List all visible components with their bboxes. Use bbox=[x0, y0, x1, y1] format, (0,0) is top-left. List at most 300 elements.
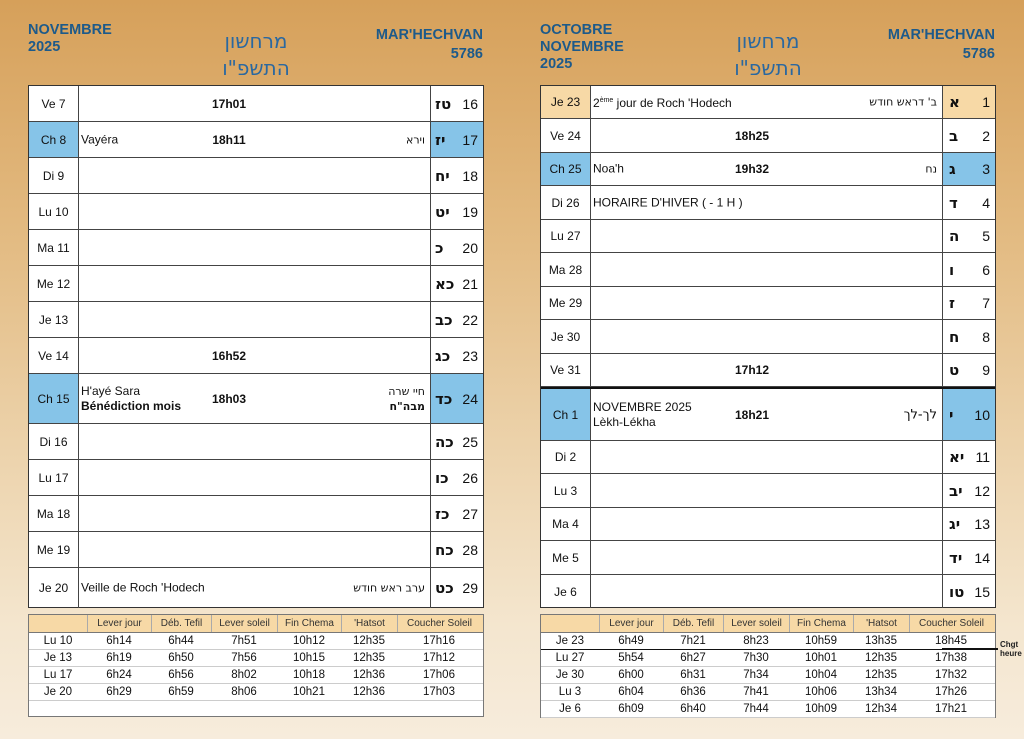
hebrew-note-line-2: מבה"ח bbox=[389, 399, 425, 413]
gregorian-hebrew-day: 12 bbox=[974, 482, 990, 499]
gregorian-hebrew-day: 20 bbox=[462, 239, 478, 256]
date-number-cell bbox=[430, 568, 483, 608]
gregorian-hebrew-day: 4 bbox=[982, 194, 990, 211]
hebrew-date: יג bbox=[949, 515, 961, 533]
zmanim-cell: 7h34 bbox=[743, 669, 769, 681]
day-row bbox=[541, 320, 995, 354]
zmanim-cell: 17h03 bbox=[423, 686, 455, 698]
hebrew-date: טו bbox=[949, 582, 965, 601]
day-row bbox=[29, 460, 483, 496]
gregorian-hebrew-day: 29 bbox=[462, 580, 478, 596]
day-label: Ve 24 bbox=[541, 119, 591, 152]
hebrew-date: א bbox=[949, 93, 960, 111]
event-note-line: NOVEMBRE 2025 bbox=[593, 399, 692, 414]
gregorian-hebrew-day: 23 bbox=[462, 347, 478, 364]
day-row bbox=[541, 119, 995, 153]
candle-time: 18h21 bbox=[734, 407, 770, 422]
day-row bbox=[29, 266, 483, 302]
time-change-line1: Chgt bbox=[1000, 640, 1019, 649]
day-row bbox=[29, 338, 483, 374]
hebrew-note-line-2: לך-לך bbox=[903, 407, 937, 422]
hebrew-year: התשפ"ו bbox=[222, 56, 290, 80]
hebrew-date: כ bbox=[435, 238, 444, 257]
day-label: Ma 4 bbox=[541, 508, 591, 540]
day-label: Ve 14 bbox=[29, 338, 79, 373]
hebrew-date: יח bbox=[435, 166, 450, 185]
day-row bbox=[29, 568, 483, 608]
zmanim-cell: 10h12 bbox=[293, 635, 325, 647]
gregorian-hebrew-day: 27 bbox=[462, 505, 478, 522]
date-number-cell bbox=[942, 508, 995, 540]
hebrew-note bbox=[406, 132, 425, 147]
candle-time: 16h52 bbox=[211, 348, 247, 363]
event-note bbox=[593, 93, 732, 111]
zmanim-row bbox=[541, 667, 995, 684]
zmanim-header-cell: 'Hatsot bbox=[341, 615, 397, 632]
zmanim-header-cell: Lever jour bbox=[599, 615, 663, 632]
event-note-line: HORAIRE D'HIVER ( - 1 H ) bbox=[593, 195, 743, 209]
zmanim-cell: 17h26 bbox=[935, 686, 967, 698]
zmanim-cell: 13h34 bbox=[865, 686, 897, 698]
zmanim-cell: 10h59 bbox=[805, 635, 837, 647]
day-row bbox=[541, 541, 995, 575]
day-row bbox=[29, 86, 483, 122]
zmanim-cell: 6h56 bbox=[168, 669, 194, 681]
gregorian-hebrew-day: 18 bbox=[462, 167, 478, 184]
zmanim-row bbox=[541, 650, 995, 667]
hebrew-date: יא bbox=[949, 448, 965, 466]
zmanim-cell: 7h51 bbox=[231, 635, 257, 647]
zmanim-cell: 7h56 bbox=[231, 652, 257, 664]
zmanim-cell: 6h09 bbox=[618, 703, 644, 715]
hebrew-date: כב bbox=[435, 310, 453, 329]
day-row bbox=[29, 532, 483, 568]
gregorian-hebrew-day: 7 bbox=[982, 295, 990, 311]
date-number-cell bbox=[430, 194, 483, 229]
zmanim-cell: 7h21 bbox=[680, 635, 706, 647]
zmanim-cell: 10h06 bbox=[805, 686, 837, 698]
event-note-line: H'ayé Sara bbox=[81, 383, 140, 398]
hebrew-note bbox=[869, 95, 937, 110]
hebrew-note bbox=[925, 162, 937, 177]
month-name-2: NOVEMBRE bbox=[540, 39, 624, 55]
hebrew-date: ה bbox=[949, 227, 960, 245]
zmanim-cell: 6h36 bbox=[680, 686, 706, 698]
zmanim-cell: 6h29 bbox=[106, 686, 132, 698]
time-change-note bbox=[1000, 640, 1022, 658]
day-label: Ve 31 bbox=[541, 354, 591, 386]
hebrew-note-line: נח bbox=[925, 162, 937, 176]
event-note-line: Vayéra bbox=[81, 132, 119, 146]
zmanim-header-cell: Fin Chema bbox=[277, 615, 341, 632]
hebrew-date: ז bbox=[949, 294, 956, 312]
date-number-cell bbox=[430, 532, 483, 567]
day-row bbox=[541, 354, 995, 387]
zmanim-cell: 13h35 bbox=[865, 635, 897, 647]
gregorian-hebrew-day: 25 bbox=[462, 433, 478, 450]
zmanim-cell: 10h09 bbox=[805, 703, 837, 715]
event-note-line: Veille de Roch 'Hodech bbox=[81, 580, 205, 595]
zmanim-cell: 6h49 bbox=[618, 635, 644, 647]
ordinal-suffix: ème bbox=[599, 97, 614, 104]
zmanim-cell: 6h59 bbox=[168, 686, 194, 698]
hebrew-month-label bbox=[698, 28, 838, 82]
hebrew-note-line: ב' דראש חודש bbox=[869, 95, 937, 109]
zmanim-cell: Je 13 bbox=[43, 652, 73, 664]
gregorian-hebrew-day: 5 bbox=[982, 228, 990, 244]
day-label: Me 5 bbox=[541, 541, 591, 574]
zmanim-header-row bbox=[29, 615, 483, 633]
day-row bbox=[29, 302, 483, 338]
gregorian-hebrew-day: 22 bbox=[462, 311, 478, 328]
right-page bbox=[512, 0, 1024, 739]
day-row bbox=[29, 230, 483, 266]
day-label: Je 30 bbox=[541, 320, 591, 353]
zmanim-cell: 7h44 bbox=[743, 703, 769, 715]
zmanim-row bbox=[29, 684, 483, 701]
candle-time: 18h03 bbox=[211, 391, 247, 406]
event-note bbox=[593, 195, 743, 210]
event-note-line bbox=[593, 93, 732, 111]
zmanim-cell: 12h35 bbox=[353, 635, 385, 647]
right-month-label bbox=[540, 22, 624, 73]
day-label: Ch 15 bbox=[29, 374, 79, 423]
zmanim-cell: 12h36 bbox=[353, 686, 385, 698]
hebrew-date: כה bbox=[435, 432, 454, 451]
zmanim-cell: 6h44 bbox=[168, 635, 194, 647]
zmanim-header-cell: Lever jour bbox=[87, 615, 151, 632]
day-label: Ve 7 bbox=[29, 86, 79, 121]
gregorian-hebrew-day: 14 bbox=[974, 549, 990, 566]
event-note bbox=[593, 400, 692, 430]
zmanim-cell: 6h50 bbox=[168, 652, 194, 664]
day-label: Lu 3 bbox=[541, 474, 591, 507]
day-row bbox=[541, 508, 995, 541]
day-label: Je 6 bbox=[541, 575, 591, 608]
day-row bbox=[541, 441, 995, 474]
hebrew-date: י bbox=[949, 405, 954, 424]
hebrew-date: ד bbox=[949, 193, 958, 212]
hebrew-date: ח bbox=[949, 327, 960, 346]
day-label: Me 19 bbox=[29, 532, 79, 567]
zmanim-cell: 12h35 bbox=[865, 652, 897, 664]
zmanim-cell: 17h32 bbox=[935, 669, 967, 681]
day-table bbox=[540, 85, 996, 608]
date-number-cell bbox=[430, 338, 483, 373]
hebrew-date: יט bbox=[435, 202, 450, 221]
gregorian-hebrew-day: 28 bbox=[462, 541, 478, 558]
day-row bbox=[29, 424, 483, 460]
date-number-cell bbox=[430, 496, 483, 531]
gregorian-hebrew-day: 26 bbox=[462, 469, 478, 486]
day-label: Je 23 bbox=[541, 86, 591, 118]
gregorian-hebrew-day: 3 bbox=[982, 161, 990, 177]
month-year: 2025 bbox=[540, 56, 573, 72]
gregorian-hebrew-day: 10 bbox=[974, 406, 990, 423]
zmanim-cell: Je 30 bbox=[555, 669, 585, 681]
zmanim-cell: 17h21 bbox=[935, 703, 967, 715]
gregorian-hebrew-day: 2 bbox=[982, 127, 990, 144]
hebrew-month-label bbox=[186, 28, 326, 82]
candle-time: 18h25 bbox=[734, 128, 770, 143]
hebrew-note-line: חיי שרה bbox=[388, 384, 425, 398]
month-name: NOVEMBRE bbox=[28, 22, 112, 38]
zmanim-cell: 17h38 bbox=[935, 652, 967, 664]
event-note bbox=[81, 581, 205, 596]
event-note-line-2: Lèkh-Lékha bbox=[593, 414, 656, 429]
hebrew-date: ב bbox=[949, 126, 959, 145]
date-number-cell bbox=[942, 441, 995, 473]
candle-time: 17h12 bbox=[734, 363, 770, 377]
hebrew-date: כט bbox=[435, 579, 454, 597]
zmanim-row bbox=[29, 650, 483, 667]
date-number-cell bbox=[942, 389, 995, 440]
zmanim-cell: 12h35 bbox=[353, 652, 385, 664]
zmanim-header-cell: Déb. Tefil bbox=[151, 615, 211, 632]
date-number-cell bbox=[942, 86, 995, 118]
event-note bbox=[81, 132, 118, 147]
zmanim-row bbox=[541, 701, 995, 718]
event-note-text: jour de Roch 'Hodech bbox=[613, 96, 732, 110]
zmanim-row bbox=[29, 633, 483, 650]
hebrew-month: מרחשון bbox=[224, 29, 288, 53]
zmanim-cell: 17h16 bbox=[423, 635, 455, 647]
gregorian-hebrew-day: 13 bbox=[974, 516, 990, 532]
gregorian-hebrew-day: 19 bbox=[462, 203, 478, 220]
hebrew-month-latin: MAR'HECHVAN bbox=[887, 27, 995, 43]
zmanim-header-cell: 'Hatsot bbox=[853, 615, 909, 632]
zmanim-cell: 17h12 bbox=[423, 652, 455, 664]
zmanim-row bbox=[541, 684, 995, 701]
zmanim-cell: 8h23 bbox=[743, 635, 769, 647]
zmanim-header-cell bbox=[29, 615, 87, 632]
month-name: OCTOBRE bbox=[540, 22, 613, 38]
event-note-line-2: Bénédiction mois bbox=[81, 398, 182, 413]
hebrew-note-line: ערב ראש חודש bbox=[353, 581, 425, 595]
zmanim-header-cell: Lever soleil bbox=[211, 615, 277, 632]
hebrew-note-line: וירא bbox=[405, 133, 425, 146]
zmanim-cell: 10h15 bbox=[293, 652, 325, 664]
zmanim-header-cell: Coucher Soleil bbox=[909, 615, 993, 632]
hebrew-date: ג bbox=[949, 160, 956, 178]
day-label: Di 9 bbox=[29, 158, 79, 193]
day-label: Lu 10 bbox=[29, 194, 79, 229]
hebrew-year-number: 5786 bbox=[450, 46, 483, 62]
candle-time: 17h01 bbox=[211, 96, 247, 111]
zmanim-row bbox=[541, 633, 995, 650]
zmanim-header-cell: Fin Chema bbox=[789, 615, 853, 632]
zmanim-header-cell: Lever soleil bbox=[723, 615, 789, 632]
date-number-cell bbox=[942, 541, 995, 574]
hebrew-date: כו bbox=[435, 468, 449, 487]
zmanim-cell: 10h01 bbox=[805, 652, 837, 664]
zmanim-cell: 6h00 bbox=[618, 669, 644, 681]
day-row bbox=[29, 496, 483, 532]
date-number-cell bbox=[430, 374, 483, 423]
hebrew-month: מרחשון bbox=[736, 29, 800, 53]
day-row bbox=[541, 287, 995, 320]
hebrew-date: ט bbox=[949, 361, 960, 379]
zmanim-cell: Lu 10 bbox=[43, 635, 73, 647]
hebrew-month-latin: MAR'HECHVAN bbox=[375, 27, 483, 43]
zmanim-cell: 5h54 bbox=[618, 652, 644, 664]
day-row bbox=[29, 194, 483, 230]
gregorian-hebrew-day: 24 bbox=[462, 390, 478, 407]
day-label: Di 26 bbox=[541, 186, 591, 219]
zmanim-cell: 6h14 bbox=[106, 635, 132, 647]
zmanim-cell: 8h02 bbox=[231, 669, 257, 681]
zmanim-cell: 7h30 bbox=[743, 652, 769, 664]
day-label: Ma 18 bbox=[29, 496, 79, 531]
zmanim-table bbox=[28, 614, 484, 717]
zmanim-cell: 10h18 bbox=[293, 669, 325, 681]
gregorian-hebrew-day: 16 bbox=[462, 95, 478, 112]
time-change-line2: heure bbox=[1000, 649, 1022, 658]
day-label: Di 16 bbox=[29, 424, 79, 459]
hebrew-note bbox=[353, 581, 425, 596]
day-row bbox=[29, 122, 483, 158]
day-label: Ch 25 bbox=[541, 153, 591, 185]
date-number-cell bbox=[430, 86, 483, 121]
zmanim-header-row bbox=[541, 615, 995, 633]
hebrew-date: יב bbox=[949, 481, 963, 500]
ordinal-number: 2 bbox=[593, 96, 600, 110]
zmanim-cell: 8h06 bbox=[231, 686, 257, 698]
hebrew-date: יז bbox=[435, 130, 446, 149]
zmanim-cell: 6h40 bbox=[680, 703, 706, 715]
zmanim-header-cell bbox=[541, 615, 599, 632]
date-number-cell bbox=[942, 320, 995, 353]
day-label: Lu 27 bbox=[541, 220, 591, 252]
date-number-cell bbox=[430, 266, 483, 301]
candle-time: 18h11 bbox=[212, 132, 246, 147]
date-number-cell bbox=[942, 287, 995, 319]
zmanim-cell: 6h31 bbox=[680, 669, 706, 681]
left-month-label bbox=[28, 22, 112, 56]
date-number-cell bbox=[430, 122, 483, 157]
day-row bbox=[541, 220, 995, 253]
zmanim-header-cell: Déb. Tefil bbox=[663, 615, 723, 632]
zmanim-cell: 12h36 bbox=[353, 669, 385, 681]
zmanim-header-cell: Coucher Soleil bbox=[397, 615, 481, 632]
gregorian-hebrew-day: 8 bbox=[982, 328, 990, 345]
date-number-cell bbox=[942, 153, 995, 185]
zmanim-cell: 10h04 bbox=[805, 669, 837, 681]
zmanim-cell: 10h21 bbox=[293, 686, 325, 698]
date-number-cell bbox=[430, 230, 483, 265]
day-row bbox=[541, 253, 995, 287]
zmanim-cell: 12h35 bbox=[865, 669, 897, 681]
date-number-cell bbox=[430, 302, 483, 337]
hebrew-date: כז bbox=[435, 504, 450, 523]
hebrew-note bbox=[388, 384, 425, 414]
day-label: Je 13 bbox=[29, 302, 79, 337]
date-number-cell bbox=[942, 186, 995, 219]
date-number-cell bbox=[942, 354, 995, 386]
zmanim-cell: Lu 27 bbox=[555, 652, 585, 664]
day-label: Je 20 bbox=[29, 568, 79, 608]
day-row bbox=[541, 474, 995, 508]
zmanim-cell: Lu 17 bbox=[43, 669, 73, 681]
candle-time: 19h32 bbox=[734, 162, 770, 176]
gregorian-hebrew-day: 6 bbox=[982, 261, 990, 278]
date-number-cell bbox=[430, 424, 483, 459]
zmanim-cell: 6h19 bbox=[106, 652, 132, 664]
event-note bbox=[81, 384, 181, 414]
hebrew-date: ו bbox=[949, 260, 955, 279]
event-note bbox=[593, 162, 624, 177]
zmanim-cell: Je 6 bbox=[559, 703, 581, 715]
day-row bbox=[29, 374, 483, 424]
date-number-cell bbox=[942, 474, 995, 507]
arrow-line bbox=[942, 648, 998, 650]
day-row bbox=[541, 575, 995, 608]
hebrew-date: כא bbox=[435, 274, 455, 293]
zmanim-cell: 18h45 bbox=[935, 635, 967, 647]
day-label: Ma 28 bbox=[541, 253, 591, 286]
hebrew-year: התשפ"ו bbox=[734, 56, 802, 80]
gregorian-hebrew-day: 15 bbox=[974, 583, 990, 600]
gregorian-hebrew-day: 11 bbox=[975, 449, 990, 465]
date-number-cell bbox=[942, 119, 995, 152]
day-row bbox=[541, 86, 995, 119]
date-number-cell bbox=[942, 575, 995, 608]
hebrew-month-latin-label bbox=[888, 26, 995, 64]
zmanim-cell: Je 20 bbox=[43, 686, 73, 698]
day-row bbox=[541, 387, 995, 441]
date-number-cell bbox=[942, 253, 995, 286]
day-table bbox=[28, 85, 484, 608]
month-year: 2025 bbox=[28, 39, 61, 55]
zmanim-cell: 7h41 bbox=[743, 686, 769, 698]
gregorian-hebrew-day: 9 bbox=[982, 362, 990, 378]
day-row bbox=[541, 186, 995, 220]
hebrew-year-number: 5786 bbox=[962, 46, 995, 62]
zmanim-table bbox=[540, 614, 996, 718]
zmanim-row bbox=[29, 667, 483, 684]
day-label: Ch 1 bbox=[541, 389, 591, 440]
zmanim-cell: 6h24 bbox=[106, 669, 132, 681]
hebrew-date: כג bbox=[435, 346, 451, 365]
day-row bbox=[541, 153, 995, 186]
date-number-cell bbox=[430, 460, 483, 495]
hebrew-date: טז bbox=[435, 94, 452, 113]
gregorian-hebrew-day: 21 bbox=[462, 275, 478, 292]
zmanim-cell: 6h04 bbox=[618, 686, 644, 698]
zmanim-cell: 6h27 bbox=[680, 652, 706, 664]
hebrew-date: כד bbox=[435, 389, 453, 408]
day-label: Lu 17 bbox=[29, 460, 79, 495]
day-label: Me 29 bbox=[541, 287, 591, 319]
gregorian-hebrew-day: 17 bbox=[462, 131, 478, 148]
day-label: Me 12 bbox=[29, 266, 79, 301]
hebrew-date: יד bbox=[949, 548, 963, 567]
date-number-cell bbox=[942, 220, 995, 252]
zmanim-cell: 17h06 bbox=[423, 669, 455, 681]
zmanim-cell: Lu 3 bbox=[558, 686, 582, 698]
day-row bbox=[29, 158, 483, 194]
day-label: Ch 8 bbox=[29, 122, 79, 157]
day-label: Ma 11 bbox=[29, 230, 79, 265]
day-label: Di 2 bbox=[541, 441, 591, 473]
gregorian-hebrew-day: 1 bbox=[982, 94, 990, 110]
hebrew-note bbox=[904, 407, 937, 422]
zmanim-cell: Je 23 bbox=[555, 635, 585, 647]
hebrew-month-latin-label bbox=[376, 26, 483, 64]
date-number-cell bbox=[430, 158, 483, 193]
hebrew-date: כח bbox=[435, 540, 454, 559]
zmanim-cell: 12h34 bbox=[865, 703, 897, 715]
